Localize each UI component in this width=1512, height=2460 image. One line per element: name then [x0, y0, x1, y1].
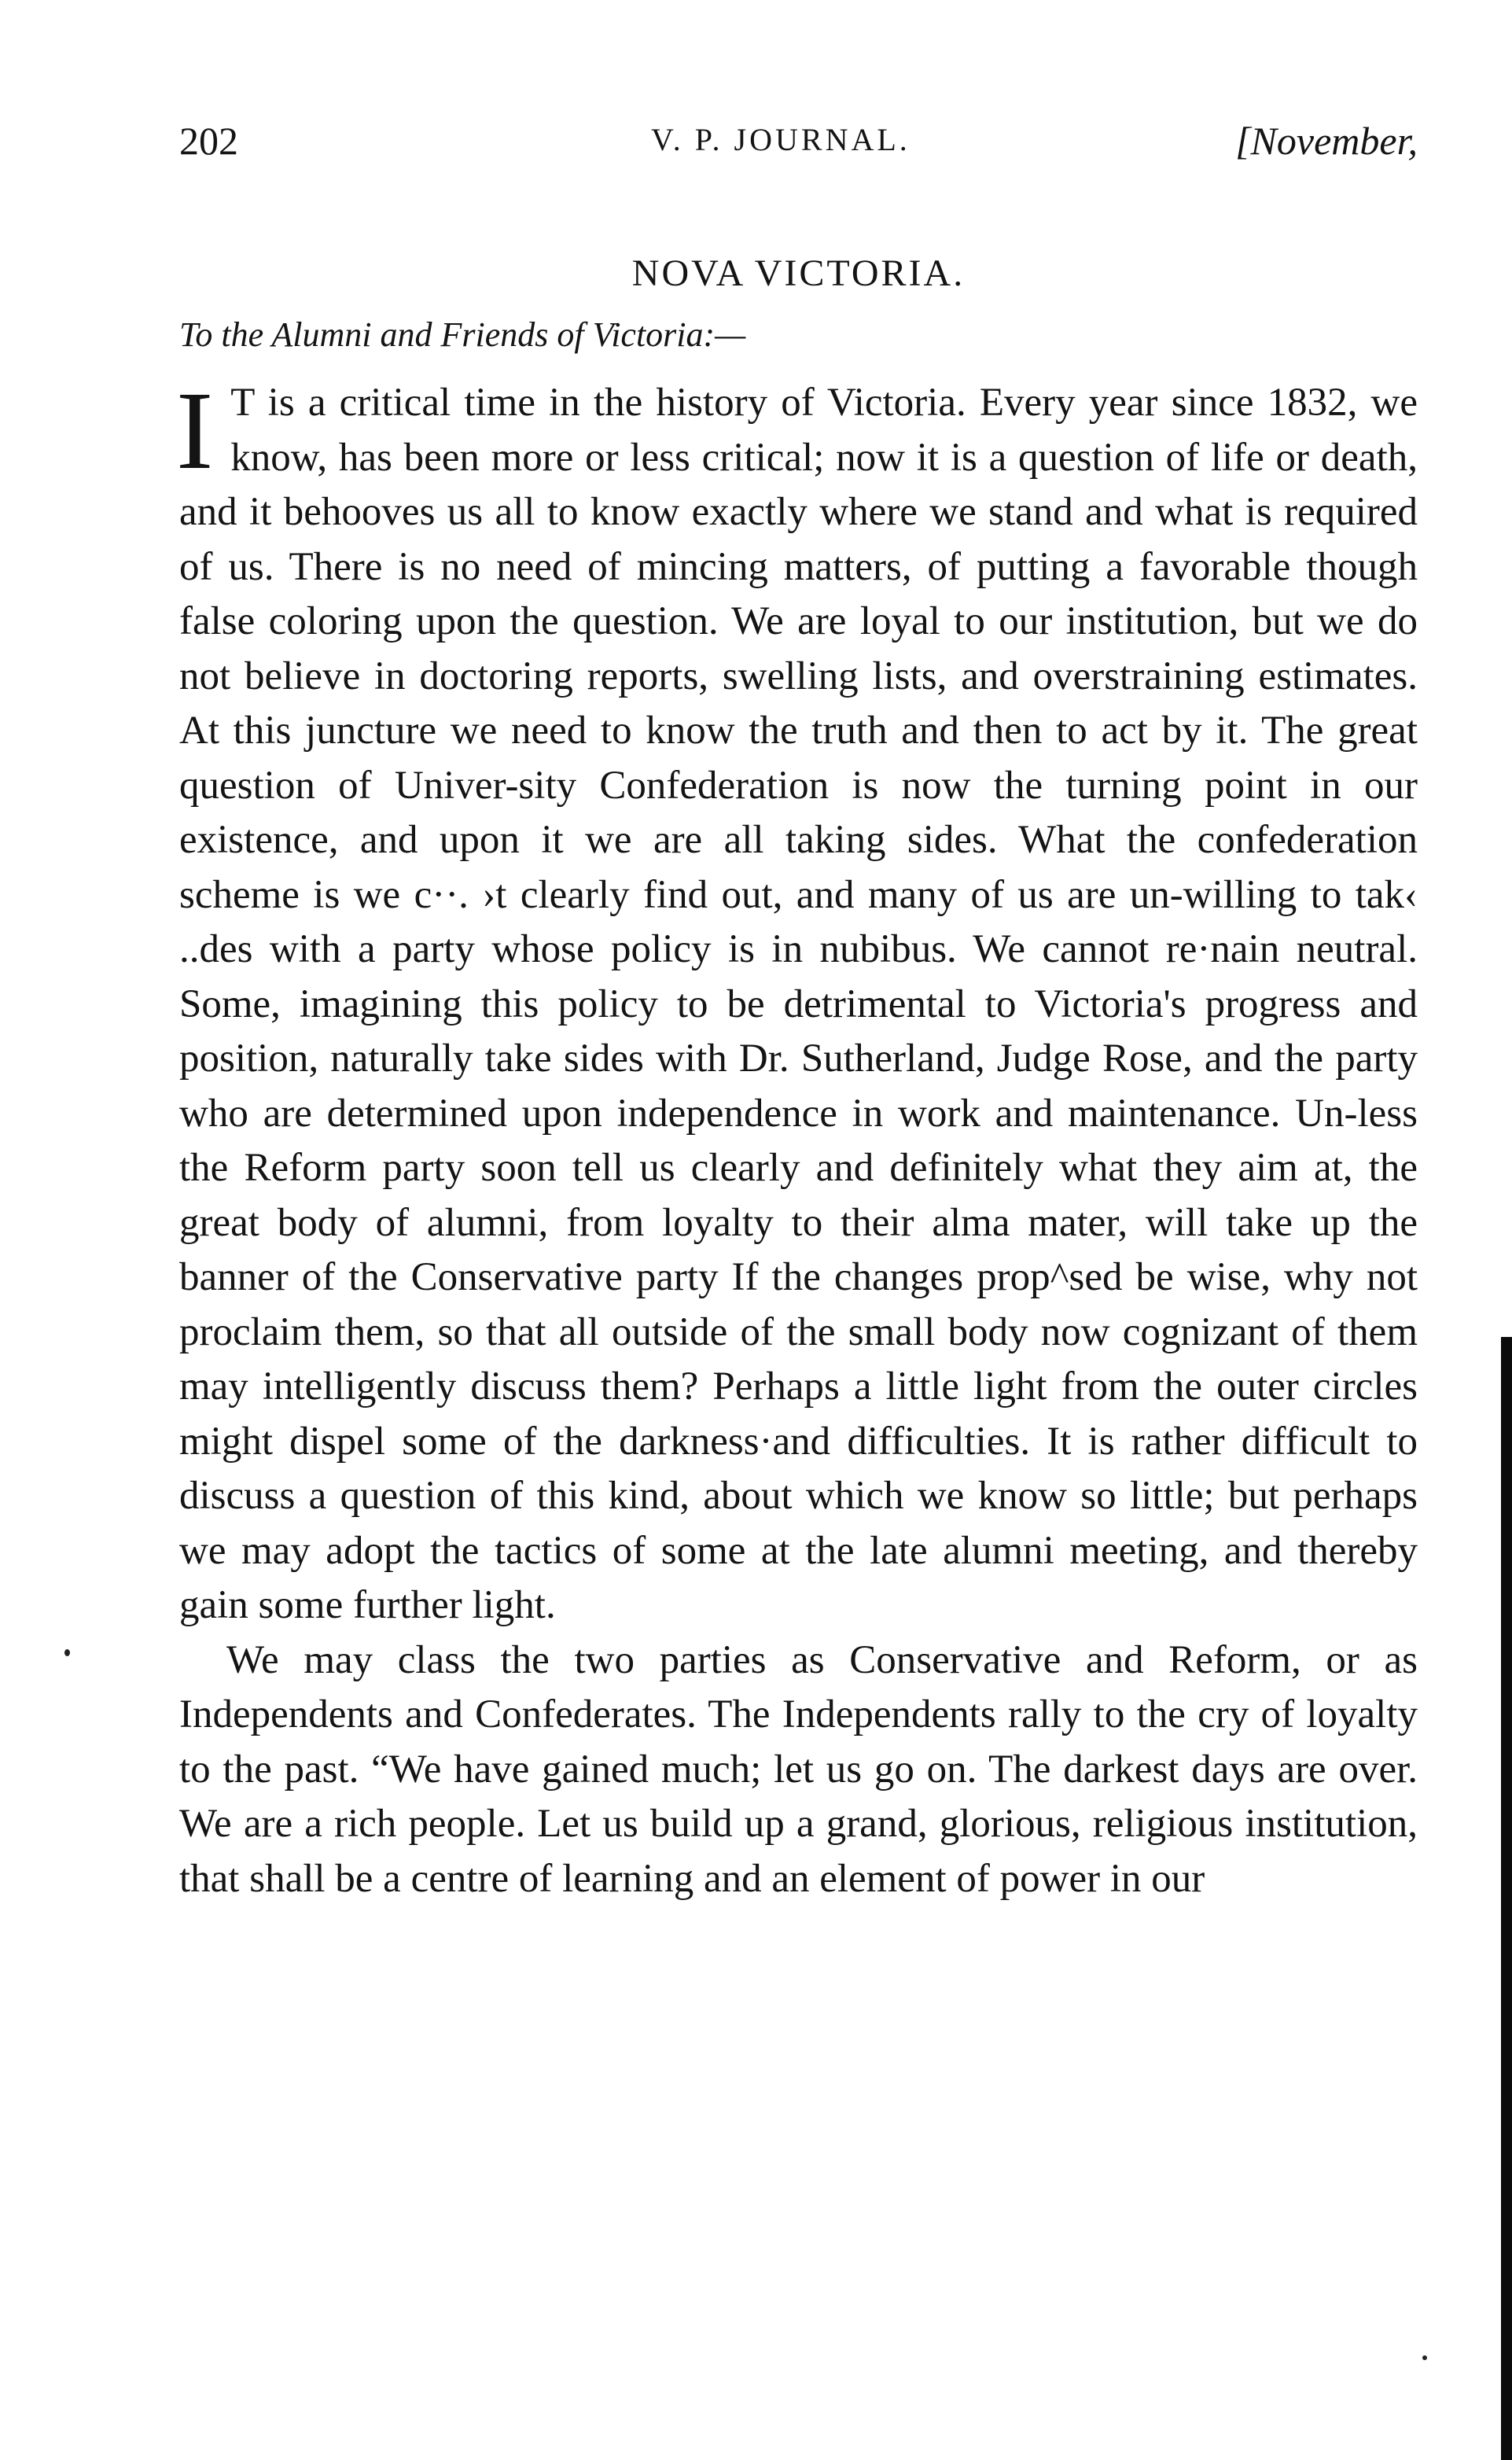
page-number: 202 [179, 119, 238, 163]
margin-speck [64, 1649, 70, 1656]
drop-cap: I [176, 368, 214, 492]
corner-speck [1422, 2355, 1427, 2360]
salutation: To the Alumni and Friends of Victoria:— [179, 315, 746, 354]
paragraph-1 [176, 368, 1418, 1633]
scan-edge-shadow [1501, 1337, 1512, 2460]
journal-title: V. P. JOURNAL. [651, 122, 911, 157]
paragraph-1-text: T is a critical time in the history of Victoria. Every year since 1832, we know, has been more or less critical; now it is a question of life or death, and it behooves us all to know exactly where we stand and what is required of us. There is no need of mincing matters, of putting a favorable though false coloring upon the question. We are loyal to our institution, but we do not believe in doctoring reports, swelling lists, and overstraining estimates. At this juncture we need to know the truth and then to act by it. The great question of Univer-sity Confederation is now the turning point in our existence, and upon it we are all taking sides. What the confederation scheme is we c··. ›t clearly find out, and many of us are un-willing to tak‹ ..des with a party whose policy is in nubibus. We cannot re·nain neutral. Some, imagining this policy to be detrimental to Victoria's progress and position, naturally take sides with Dr. Sutherland, Judge Rose, and the party who are determined upon independence in work and maintenance. Un-less the Reform party soon tell us clearly and definitely what they aim at, the great body of alumni, from loyalty to their alma mater, will take up the banner of the Conservative party If the changes prop^sed be wise, why not proclaim them, so that all outside of the small body now cognizant of them may intelligently discuss them? Perhaps a little light from the outer circles might dispel some of the darkness·and difficulties. It is rather difficult to discuss a question of this kind, about which we know so little; but perhaps we may adopt the tactics of some at the late alumni meeting, and thereby gain some further light. [179, 381, 1418, 1627]
article-title: NOVA VICTORIA. [631, 252, 966, 294]
article-body [176, 368, 1418, 1906]
paragraph-2: We may class the two parties as Conservative and Reform, or as Independents and Confederates. The Independents rally to the cry of loyalty to the past. “We have gained much; let us go on. The darkest days are over. We are a rich people. Let us build up a grand, glorious, religious institution, that shall be a centre of learning and an element of power in our [179, 1637, 1418, 1901]
running-header [179, 118, 1418, 173]
issue-month: [November, [1235, 119, 1418, 163]
